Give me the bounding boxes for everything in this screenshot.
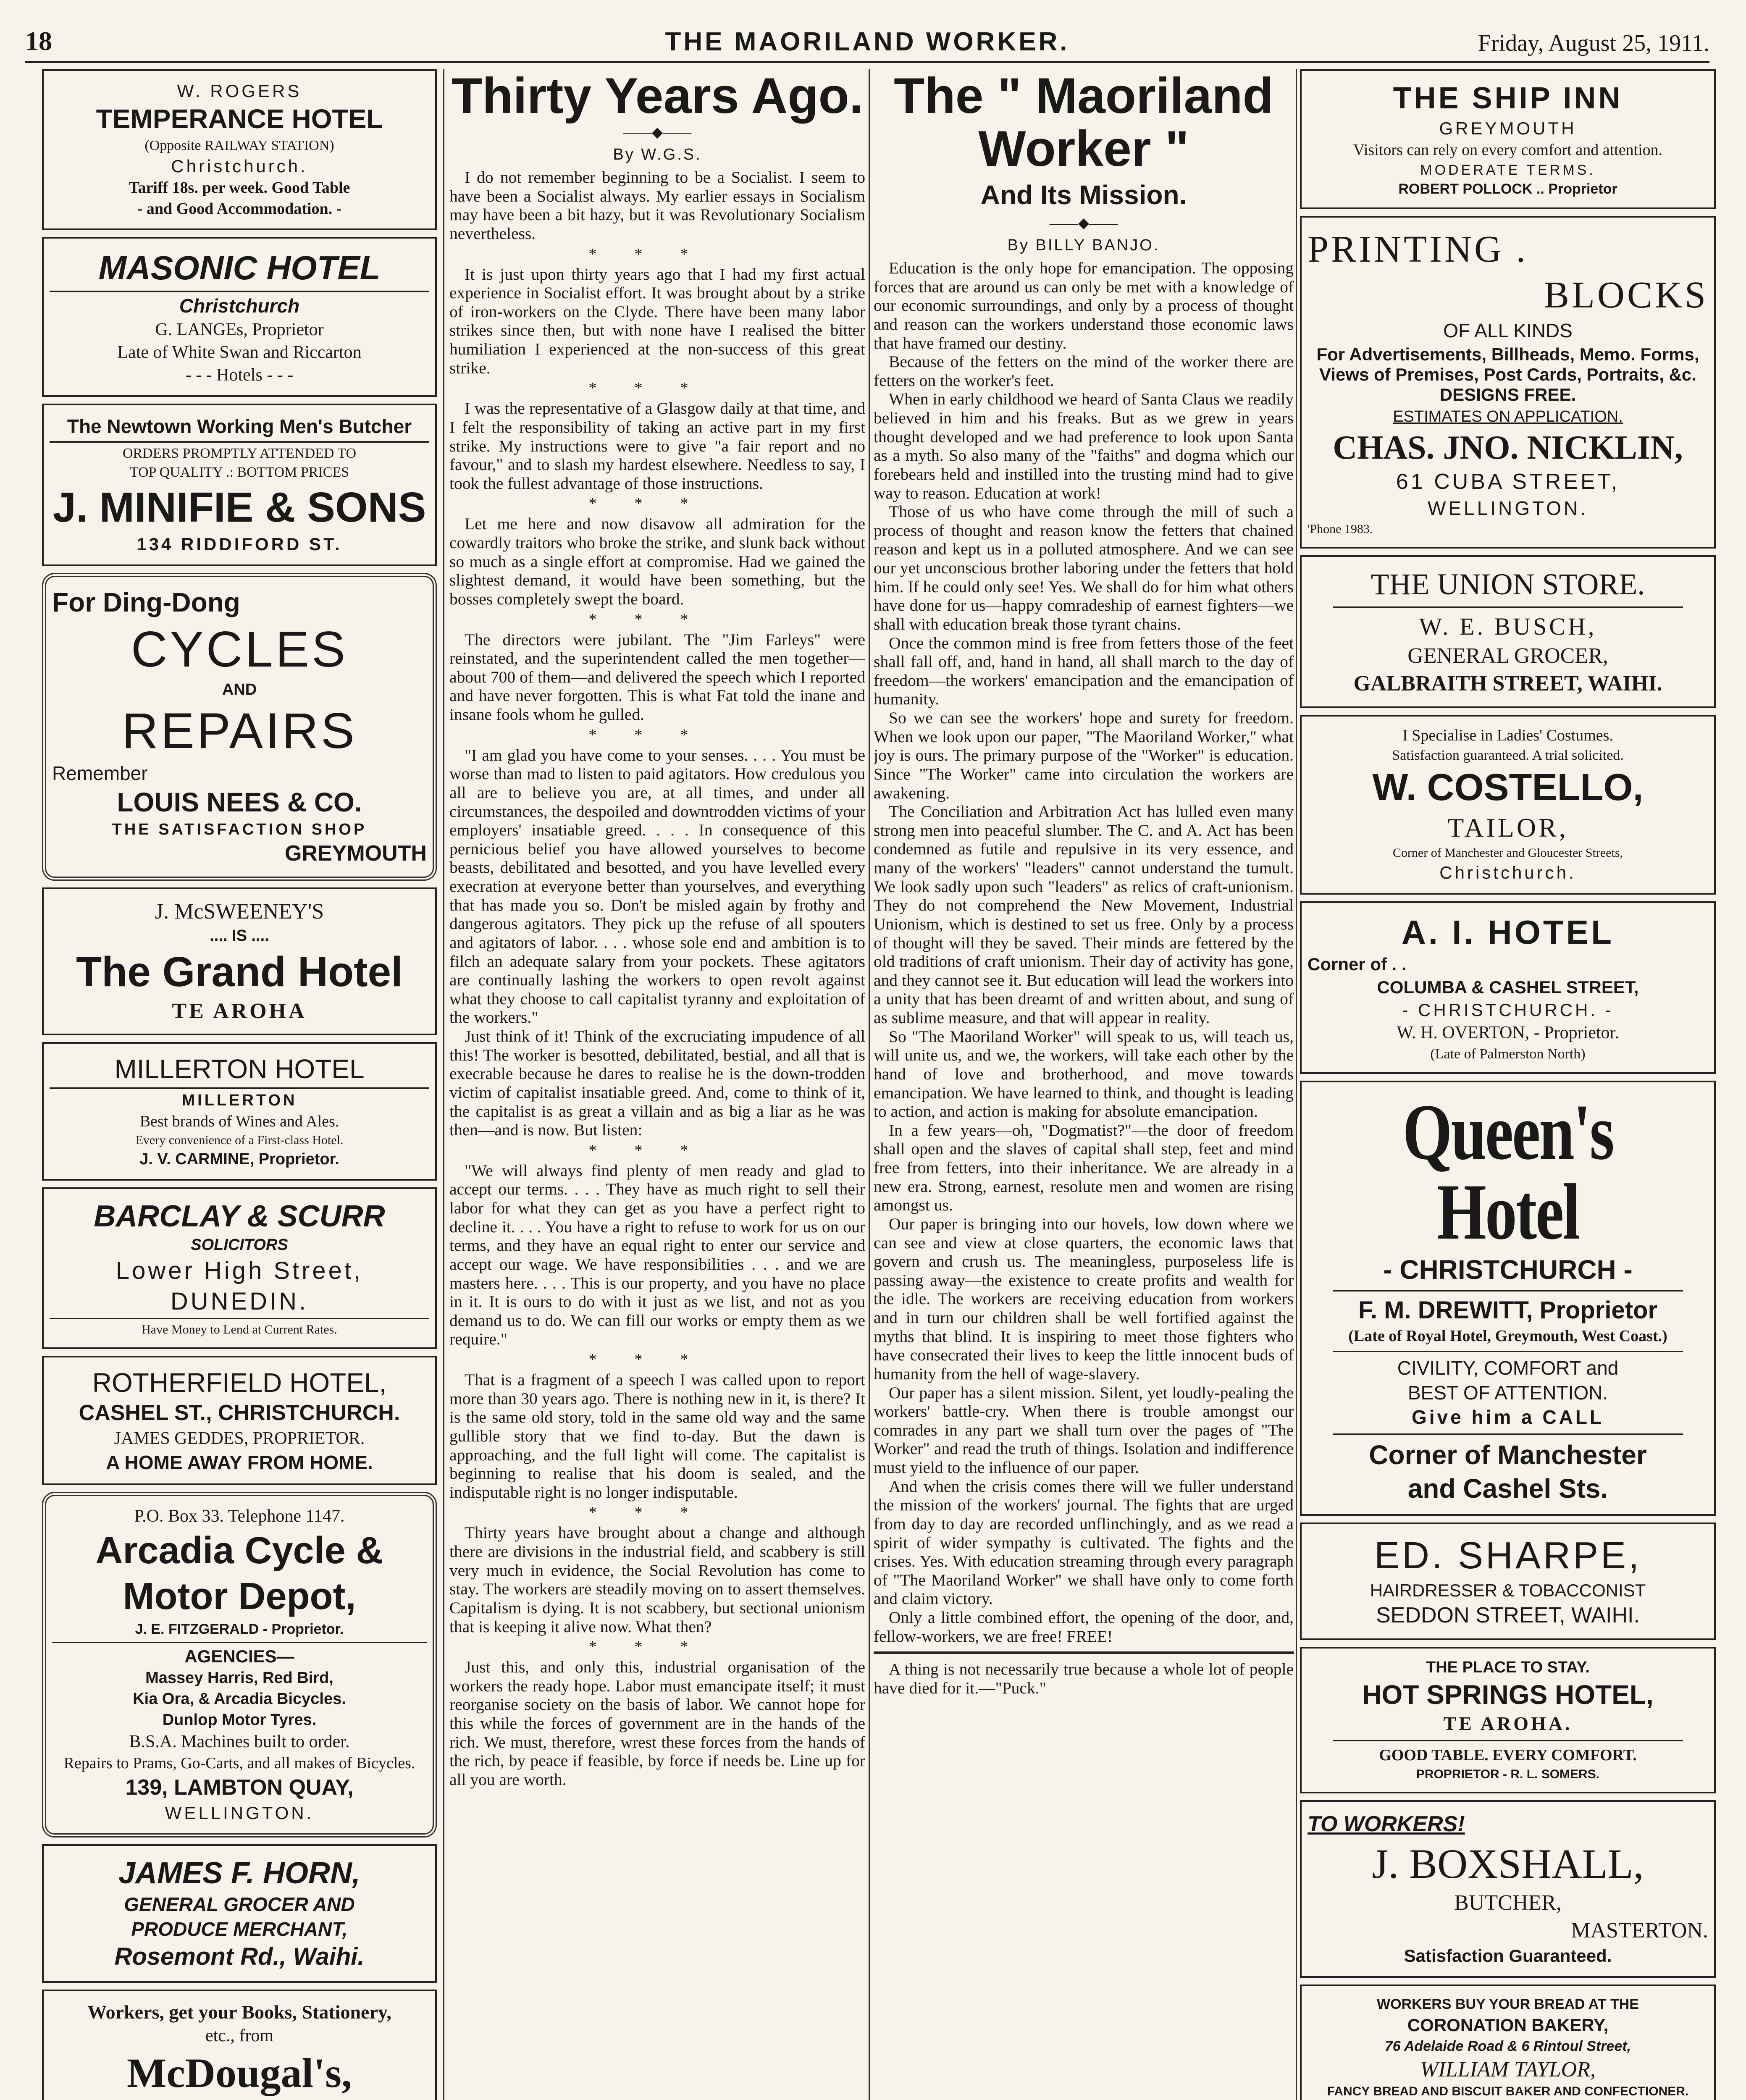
ad-line: (Late of Palmerston North)	[1430, 1046, 1586, 1062]
ad-headline: The Grand Hotel	[76, 948, 403, 995]
newspaper-title: THE MAORILAND WORKER.	[665, 27, 1070, 56]
article-title: Worker "	[978, 121, 1189, 177]
ad-line: I Specialise in Ladies' Costumes.	[1402, 726, 1613, 744]
ad-line: Give him a CALL	[1411, 1406, 1604, 1428]
ad-line: J. McSWEENEY'S	[155, 900, 324, 924]
article-paragraph: Let me here and now disavow all admiration for the cowardly traitors who broke the strike, and slunk back without so much as a single effort at compromise. Had we gained the slightest demand, it would have been something, but the bosses completely swept the board.	[449, 514, 865, 608]
section-break: ***	[588, 379, 726, 397]
ad-line: etc., from	[205, 2026, 274, 2046]
ad-mcdougals-books	[42, 1990, 437, 2100]
ad-headline: The Newtown Working Men's Butcher	[50, 415, 429, 443]
ad-line: W. ROGERS	[177, 81, 302, 101]
ad-headline: CHAS. JNO. NICKLIN,	[1333, 429, 1683, 467]
ad-line: Corner of Manchester and Gloucester Streets,	[1392, 845, 1623, 860]
ad-line: OF ALL KINDS	[1443, 319, 1573, 341]
article-paragraph: Thirty years have brought about a change and although there are divisions in the industrial field, and scabbery is still very much in evidence, the Social Revolution has come to stay. The workers are steadily moving on to assert themselves. Capitalism is dying. It is not scabbery, but sectional unionism that is keeping it alive now. What then?	[449, 1523, 865, 1636]
ad-line: A HOME AWAY FROM HOME.	[106, 1451, 373, 1473]
ad-headline: TEMPERANCE HOTEL	[96, 104, 383, 134]
ad-line: - CHRISTCHURCH -	[1383, 1254, 1633, 1285]
ad-line: 139, LAMBTON QUAY,	[125, 1775, 354, 1800]
column-rule	[1296, 69, 1297, 2100]
ad-line: GENERAL GROCER,	[1407, 644, 1608, 668]
page-header	[25, 25, 1709, 63]
column-rule	[443, 69, 444, 2100]
ad-line: .... IS ....	[210, 927, 269, 945]
ad-line: LOUIS NEES & CO.	[117, 787, 362, 817]
ad-line: Visitors can rely on every comfort and attention.	[1353, 141, 1663, 159]
ad-line: (Opposite RAILWAY STATION)	[144, 137, 334, 153]
section-break: ***	[588, 1638, 726, 1656]
section-break: ***	[588, 495, 726, 513]
ad-headline: ED. SHARPE,	[1374, 1535, 1642, 1577]
article-paragraph: The Conciliation and Arbitration Act has lulled even many strong men into peaceful slumber. The C. and A. Act has been condemned as futile and repulsive in its very essence, and many of the workers' "leaders" cannot understand the tumult. We look sadly upon such "leaders" as relics of craft-unionism. They do not comprehend the New Movement, Industrial Unionism, which is destined to set us free. Only by a process of thought will they be saved. Their minds are fettered by the old traditions of craft unionism. Their day of activity has gone, and they cannot see it. But education will lead the workers into a unity that has been dreamt of and written about, and sung of as sublime measure, and that will appear in reality.	[874, 802, 1294, 1027]
ad-line: Best brands of Wines and Ales.	[139, 1112, 339, 1130]
ad-arcadia-cycle-depot	[42, 1492, 437, 1838]
ad-headline: MASONIC HOTEL	[50, 249, 429, 292]
ad-line: Christchurch	[179, 294, 300, 317]
ad-line: Workers, get your Books, Stationery,	[87, 2001, 391, 2023]
ad-line: Lower High Street,	[116, 1257, 363, 1284]
article-paragraph: I do not remember beginning to be a Socialist. I seem to have been a Socialist always. My earlier essays in Socialism may have been a bit hazy, but it was Revolutionary Socialism nevertheless.	[449, 168, 865, 243]
ad-headline: CYCLES	[131, 621, 348, 678]
ad-coronation-bakery	[1300, 1984, 1716, 2100]
ad-headline: Motor Depot,	[123, 1575, 356, 1618]
ad-line: Late of White Swan and Riccarton	[117, 342, 362, 362]
ad-line: Corner of Manchester	[1369, 1440, 1647, 1470]
article-paragraph: Education is the only hope for emancipation. The opposing forces that are around us can only be met with a knowledge of our economic surroundings, and only by a process of thought and reason can the workers understand those economic laws that have framed our destiny.	[874, 259, 1294, 352]
ad-line: Christchurch.	[171, 156, 308, 176]
ad-headline: J. BOXSHALL,	[1372, 1840, 1644, 1887]
ad-line: BEST OF ATTENTION.	[1407, 1381, 1608, 1404]
ad-line: 76 Adelaide Road & 6 Rintoul Street,	[1384, 2038, 1631, 2054]
article-paragraph: Only a little combined effort, the opening of the door, and, fellow-workers, we are free! FREE!	[874, 1608, 1294, 1646]
ad-line: 'Phone 1983.	[1308, 522, 1373, 536]
ad-line: Christchurch.	[1439, 863, 1576, 883]
article-paragraph: Those of us who have come through the mill of such a process of thought and reason know the fetters that chained reason and kept us in a polluted atmosphere. And we can see our yet unconscious brother laboring under the fetters that hold him. If he could only see! Yes. We shall do for him what others have done for us—happy comradeship of earnest fighters—we shall with education break those tyrant chains.	[874, 502, 1294, 633]
ad-headline: BLOCKS	[1544, 274, 1708, 316]
ad-line: ORDERS PROMPTLY ATTENDED TO	[122, 446, 357, 462]
ad-headline: REPAIRS	[122, 703, 357, 759]
article-paragraph: "I am glad you have come to your senses. . . . You must be worse than mad to listen to paid agitators. How credulous you all are to believe you are, at all times, and under all circumstances, the despoiled and downtrodden victims of your employers' insatiable greed. . . . In consequence of this pernicious belief you have allowed yourselves to become beasts, debilitated and besotted, and you have levelled every execration at everyone better than yourselves, and everything that has made you so. Don't be misled again by frothy and dangerous agitators. They pick up the refuse of all spouters and agitators of labor. . . . whose sole end and ambition is to filch an adequate salary from your pockets. These agitators are continually lashing the workers to open revolt against what they choose to call capitalist tyranny and exploitation of the workers."	[449, 746, 865, 1027]
issue-date: Friday, August 25, 1911.	[1478, 30, 1709, 56]
ad-line: TE AROHA	[172, 999, 307, 1023]
section-break: ***	[588, 1351, 726, 1368]
ad-line: MILLERTON	[181, 1091, 297, 1109]
ad-line: AGENCIES—	[52, 1642, 427, 1667]
article-paragraph: Our paper is bringing into our hovels, low down where we can see and view at close quarters, the economic laws that govern and crush us. The meaningless, purposeless life is passing away—the existence to create profits and wealth for the idle. The workers are receiving education from workers and in turn our children shall be well fortified against the myths that blind. It is inspiring to meet those fighters who have consecrated their lives to keep the little innocent buds of humanity from the hell of wage-slavery.	[874, 1214, 1294, 1383]
ad-headline: Queen's Hotel	[1402, 1088, 1613, 1256]
article-paragraph: Our paper has a silent mission. Silent, yet loudly-pealing the workers' battle-cry. When there is trouble amongst our comrades in any part we shall turn over the pages of "The Worker" and read the truth of things. Isolation and indifference must yield to the influence of our paper.	[874, 1383, 1294, 1477]
article-paragraph: "We will always find plenty of men ready and glad to accept our terms. . . . They have as much right to sell their labor for what they can get as you have a perfect right to decline it. . . . You have a right to refuse to work for us on our terms, and they have an equal right to enter our service and accept our wage. We have responsibilities . . . and we are masters here. . . . This is our property, and you have no place in it. It is ours to do with it just as we list, and not as you demand us to do. We can fill our works or empty them as we require."	[449, 1161, 865, 1349]
advertisement-column-left	[42, 69, 437, 2100]
ad-line: CIVILITY, COMFORT and	[1397, 1357, 1619, 1379]
ad-line: CASHEL ST., CHRISTCHURCH.	[79, 1401, 400, 1425]
ornament: ——◆——	[1049, 215, 1118, 231]
ad-grand-hotel	[42, 887, 437, 1035]
ad-nicklin-printing	[1300, 216, 1716, 549]
ad-line: AND	[222, 681, 257, 699]
ad-line: - and Good Accommodation. -	[137, 200, 342, 218]
ad-line: THE SATISFACTION SHOP	[112, 820, 367, 838]
ad-line: 61 CUBA STREET,	[1396, 470, 1620, 494]
ad-ai-hotel	[1300, 901, 1716, 1074]
ad-queens-hotel	[1300, 1081, 1716, 1516]
ad-line: Satisfaction guaranteed. A trial solicited.	[1392, 748, 1624, 764]
article-paragraph: I was the representative of a Glasgow daily at that time, and I felt the responsibility of taking an active part in my first strike. My instructions were to give "a fair report and no favour," and to slash my hardest elsewhere. Needless to say, I took the fullest advantage of those instructions.	[449, 399, 865, 493]
ad-headline: MILLERTON HOTEL	[50, 1054, 429, 1089]
ad-line: ROBERT POLLOCK .. Proprietor	[1398, 181, 1617, 197]
ad-line: and Cashel Sts.	[1407, 1473, 1608, 1504]
advertisement-column-right	[1300, 69, 1716, 2100]
ad-line: WORKERS BUY YOUR BREAD AT THE	[1376, 1996, 1639, 2013]
section-break: ***	[588, 726, 726, 744]
ad-minifie-butcher	[42, 404, 437, 566]
ad-headline: THE SHIP INN	[1393, 81, 1623, 115]
ad-line: - CHRISTCHURCH. -	[1402, 1000, 1614, 1020]
ad-line: G. LANGEs, Proprietor	[155, 320, 324, 339]
ad-line: Every convenience of a First-class Hotel.	[135, 1133, 344, 1147]
ad-line: PROPRIETOR - R. L. SOMERS.	[1416, 1767, 1600, 1781]
ad-line: 134 RIDDIFORD ST.	[137, 534, 342, 554]
ad-line: TOP QUALITY .: BOTTOM PRICES	[129, 465, 349, 480]
ad-line: B.S.A. Machines built to order.	[129, 1732, 350, 1752]
ad-line: ESTIMATES ON APPLICATION.	[1393, 407, 1623, 425]
ad-line: WILLIAM TAYLOR,	[1420, 2057, 1596, 2082]
ad-line: GREYMOUTH	[285, 841, 427, 866]
ad-line: W. H. OVERTON, - Proprietor.	[1397, 1023, 1619, 1043]
ad-masonic-hotel	[42, 237, 437, 397]
ad-line: J. MINIFIE & SONS	[53, 483, 426, 531]
ad-rogers-temperance-hotel	[42, 69, 437, 230]
ad-line: TE AROHA.	[1443, 1713, 1573, 1735]
ad-line: F. M. DREWITT, Proprietor	[1358, 1297, 1658, 1324]
ad-line: CORONATION BAKERY,	[1407, 2015, 1609, 2035]
ad-hot-springs-hotel	[1300, 1647, 1716, 1793]
article-subtitle: And Its Mission.	[980, 180, 1187, 210]
ad-line: JAMES GEDDES, PROPRIETOR.	[114, 1429, 365, 1449]
section-break: ***	[588, 1141, 726, 1159]
ad-line: FANCY BREAD AND BISCUIT BAKER AND CONFECTIONER.	[1327, 2084, 1689, 2099]
ad-headline: THE UNION STORE.	[1371, 567, 1645, 601]
ad-headline: A. I. HOTEL	[1402, 914, 1614, 951]
ad-line: Satisfaction Guaranteed.	[1404, 1945, 1612, 1966]
ad-millerton-hotel	[42, 1042, 437, 1180]
ad-line: HAIRDRESSER & TOBACCONIST	[1370, 1580, 1646, 1600]
divider	[1333, 1351, 1683, 1352]
article-paragraph: And when the crisis comes there will we fuller understand the mission of the workers' journal. The fights that are urged from day to day are recorded unflinchingly, and as we read a spirit of wider sympathy is cultivated. The fights and the crises. Yes. With education streaming through every paragraph of "The Maoriland Worker" we shall have only to come forth and claim victory.	[874, 1477, 1294, 1608]
divider	[1333, 1433, 1683, 1435]
ad-line: SEDDON STREET, WAIHI.	[1376, 1603, 1640, 1628]
article-paragraph: That is a fragment of a speech I was called upon to report more than 30 years ago. There is nothing new in it, is there? It is the same old story, told in the same old way and the same gullible story that we find to-day. But the dawn is approaching, and the full light will come. The capitalist is beginning to realise that his doom is sealed, and the indisputable right is no longer indisputable.	[449, 1370, 865, 1502]
ad-line: COLUMBA & CASHEL STREET,	[1377, 977, 1639, 997]
ad-line: Tariff 18s. per week. Good Table	[129, 179, 350, 197]
article-paragraph: Once the common mind is free from fetters those of the feet shall fall off, and, hand in hand, all shall march to the day of freedom—the workers' emancipation and the emancipation of humanity.	[874, 633, 1294, 709]
ad-line: DUNEDIN.	[170, 1287, 309, 1315]
column-rule	[869, 69, 870, 2100]
article-paragraph: In a few years—oh, "Dogmatist?"—the door of freedom shall open and the slaves of capital shall step, feet and mind free from fetters, into their inheritance. We are already in a new era. Strong, earnest, resolute men and women are rising amongst us.	[874, 1121, 1294, 1215]
ad-costello-tailor	[1300, 715, 1716, 895]
article-paragraph: Just think of it! Think of the excruciating impudence of all this! The worker is besotted, debilitated, bestial, and all that is execrable because he dares to realise he is the down-trodden victim of capitalist insatiable greed. And, come to think of it, the capitalist is as great a villain and as big a liar as he was then—and is now. But listen:	[449, 1027, 865, 1139]
ad-line: Dunlop Motor Tyres.	[162, 1711, 317, 1729]
ornament: ——◆——	[623, 125, 692, 140]
ad-ed-sharpe-hairdresser	[1300, 1522, 1716, 1640]
divider	[1333, 1290, 1683, 1292]
ad-line: Remember	[52, 762, 148, 785]
ad-line: WELLINGTON.	[1427, 497, 1588, 520]
ad-line: (Late of Royal Hotel, Greymouth, West Coast.)	[1348, 1327, 1667, 1345]
article-byline: By BILLY BANJO.	[1007, 236, 1160, 254]
ad-line: GOOD TABLE. EVERY COMFORT.	[1379, 1746, 1637, 1764]
ad-line: TAILOR,	[1447, 812, 1568, 843]
ad-line: W. E. BUSCH,	[1419, 613, 1597, 640]
ad-line: For Ding-Dong	[52, 587, 240, 617]
article-maoriland-worker-mission	[874, 69, 1294, 2100]
ad-line: MODERATE TERMS.	[1420, 162, 1596, 178]
ad-headline: HOT SPRINGS HOTEL,	[1362, 1679, 1654, 1710]
ad-james-horn-grocer	[42, 1844, 437, 1982]
ad-line: - - - Hotels - - -	[185, 365, 294, 385]
ad-line: For Advertisements, Billheads, Memo. Forms, Views of Premises, Post Cards, Portraits, &c. DESIGNS FREE.	[1316, 344, 1699, 405]
ad-headline: PRINTING .	[1308, 228, 1528, 270]
article-title: The " Maoriland	[894, 69, 1273, 124]
ad-line: TO WORKERS!	[1308, 1812, 1465, 1837]
ad-barclay-scurr-solicitors	[42, 1187, 437, 1349]
article-footnote: A thing is not necessarily true because a whole lot of people have died for it.—"Puck."	[874, 1660, 1294, 1697]
ad-line: Kia Ora, & Arcadia Bicycles.	[133, 1690, 346, 1708]
section-break: ***	[588, 1504, 726, 1522]
divider	[874, 1651, 1294, 1654]
article-thirty-years-ago	[449, 69, 865, 2100]
ad-line: SOLICITORS	[191, 1236, 288, 1254]
ad-line: PRODUCE MERCHANT,	[131, 1918, 348, 1940]
ad-line: Massey Harris, Red Bird,	[145, 1669, 333, 1687]
ad-line: GALBRAITH STREET, WAIHI.	[1353, 671, 1662, 696]
ad-headline: McDougal's,	[126, 2049, 352, 2096]
ad-headline: BARCLAY & SCURR	[94, 1199, 385, 1233]
section-break: ***	[588, 610, 726, 628]
ad-line: Have Money to Lend at Current Rates.	[50, 1318, 429, 1337]
ad-line: J. V. CARMINE, Proprietor.	[139, 1150, 339, 1168]
ad-headline: Arcadia Cycle &	[95, 1529, 383, 1572]
ad-line: BUTCHER,	[1454, 1891, 1562, 1915]
ad-ship-inn	[1300, 69, 1716, 209]
ad-louis-nees-cycles	[42, 573, 437, 881]
ad-union-store	[1300, 555, 1716, 708]
article-paragraph: It is just upon thirty years ago that I had my first actual experience in Socialist effort. It was brought about by a strike of iron-workers on the Clyde. There have been many labor strikes since then, but with none have I realised the bitter humiliation I experienced at the non-success of this great strike.	[449, 265, 865, 377]
divider	[1333, 1740, 1683, 1741]
article-paragraph: So "The Maoriland Worker" will speak to us, will teach us, will unite us, and we, the workers, will take each other by the hand of love and brotherhood, and move towards emancipation. We have learned to think, and thought is leading to action, and action is making for absolute emancipation.	[874, 1027, 1294, 1121]
ad-line: J. E. FITZGERALD - Proprietor.	[135, 1621, 344, 1637]
ad-line: P.O. Box 33. Telephone 1147.	[134, 1507, 345, 1526]
ad-line: GENERAL GROCER AND	[124, 1893, 355, 1916]
ad-boxshall-butcher	[1300, 1800, 1716, 1978]
divider	[1333, 606, 1683, 608]
article-paragraph: The directors were jubilant. The "Jim Farleys" were reinstated, and the superintendent called the men together—about 700 of them—and delivered the speech which I reported and have never forgotten. This is what Fat told the inane and insane fools whom he gulled.	[449, 630, 865, 724]
ad-line: Rosemont Rd., Waihi.	[114, 1942, 365, 1970]
article-byline: By W.G.S.	[613, 146, 702, 163]
ad-line: Repairs to Prams, Go-Carts, and all makes of Bicycles.	[63, 1754, 415, 1772]
ad-line: Corner of . .	[1308, 954, 1407, 974]
article-paragraph: Just this, and only this, industrial organisation of the workers the ready hope. Labor must emancipate itself; it must reorganise society on the basis of labor. We cannot hope for this while the forces of government are in the hands of the rich. We must, therefore, wrest these forces from the hands of the rich, by peace if feasible, by force if needs be. Line up for all you are worth.	[449, 1658, 865, 1789]
ad-rotherfield-hotel	[42, 1356, 437, 1486]
ad-headline: ROTHERFIELD HOTEL,	[92, 1367, 387, 1398]
ad-line: THE PLACE TO STAY.	[1426, 1659, 1590, 1677]
ad-line: WELLINGTON.	[165, 1803, 314, 1823]
ad-line: MASTERTON.	[1571, 1919, 1708, 1943]
section-break: ***	[588, 245, 726, 263]
ad-line: GREYMOUTH	[1439, 118, 1577, 138]
article-title: Thirty Years Ago.	[451, 69, 864, 124]
article-paragraph: Because of the fetters on the mind of the worker there are fetters on the worker's feet.	[874, 352, 1294, 390]
article-paragraph: When in early childhood we heard of Santa Claus we readily believed in him and his freaks. But as we grew in years thought developed and we had preference to look upon Santa as a myth. So also many of the "faiths" and dogma which our forebears held and instilled into the trusting mind had to give way to reason. Education at work!	[874, 390, 1294, 502]
ad-headline: W. COSTELLO,	[1372, 766, 1644, 809]
page-number: 18	[25, 26, 52, 56]
article-paragraph: So we can see the workers' hope and surety for freedom. When we look upon our paper, "The Maoriland Worker," what joy is ours. The primary purpose of the "Worker" is education. Since "The Worker" came into circulation the workers are awakening.	[874, 709, 1294, 802]
ad-headline: JAMES F. HORN,	[118, 1856, 361, 1890]
